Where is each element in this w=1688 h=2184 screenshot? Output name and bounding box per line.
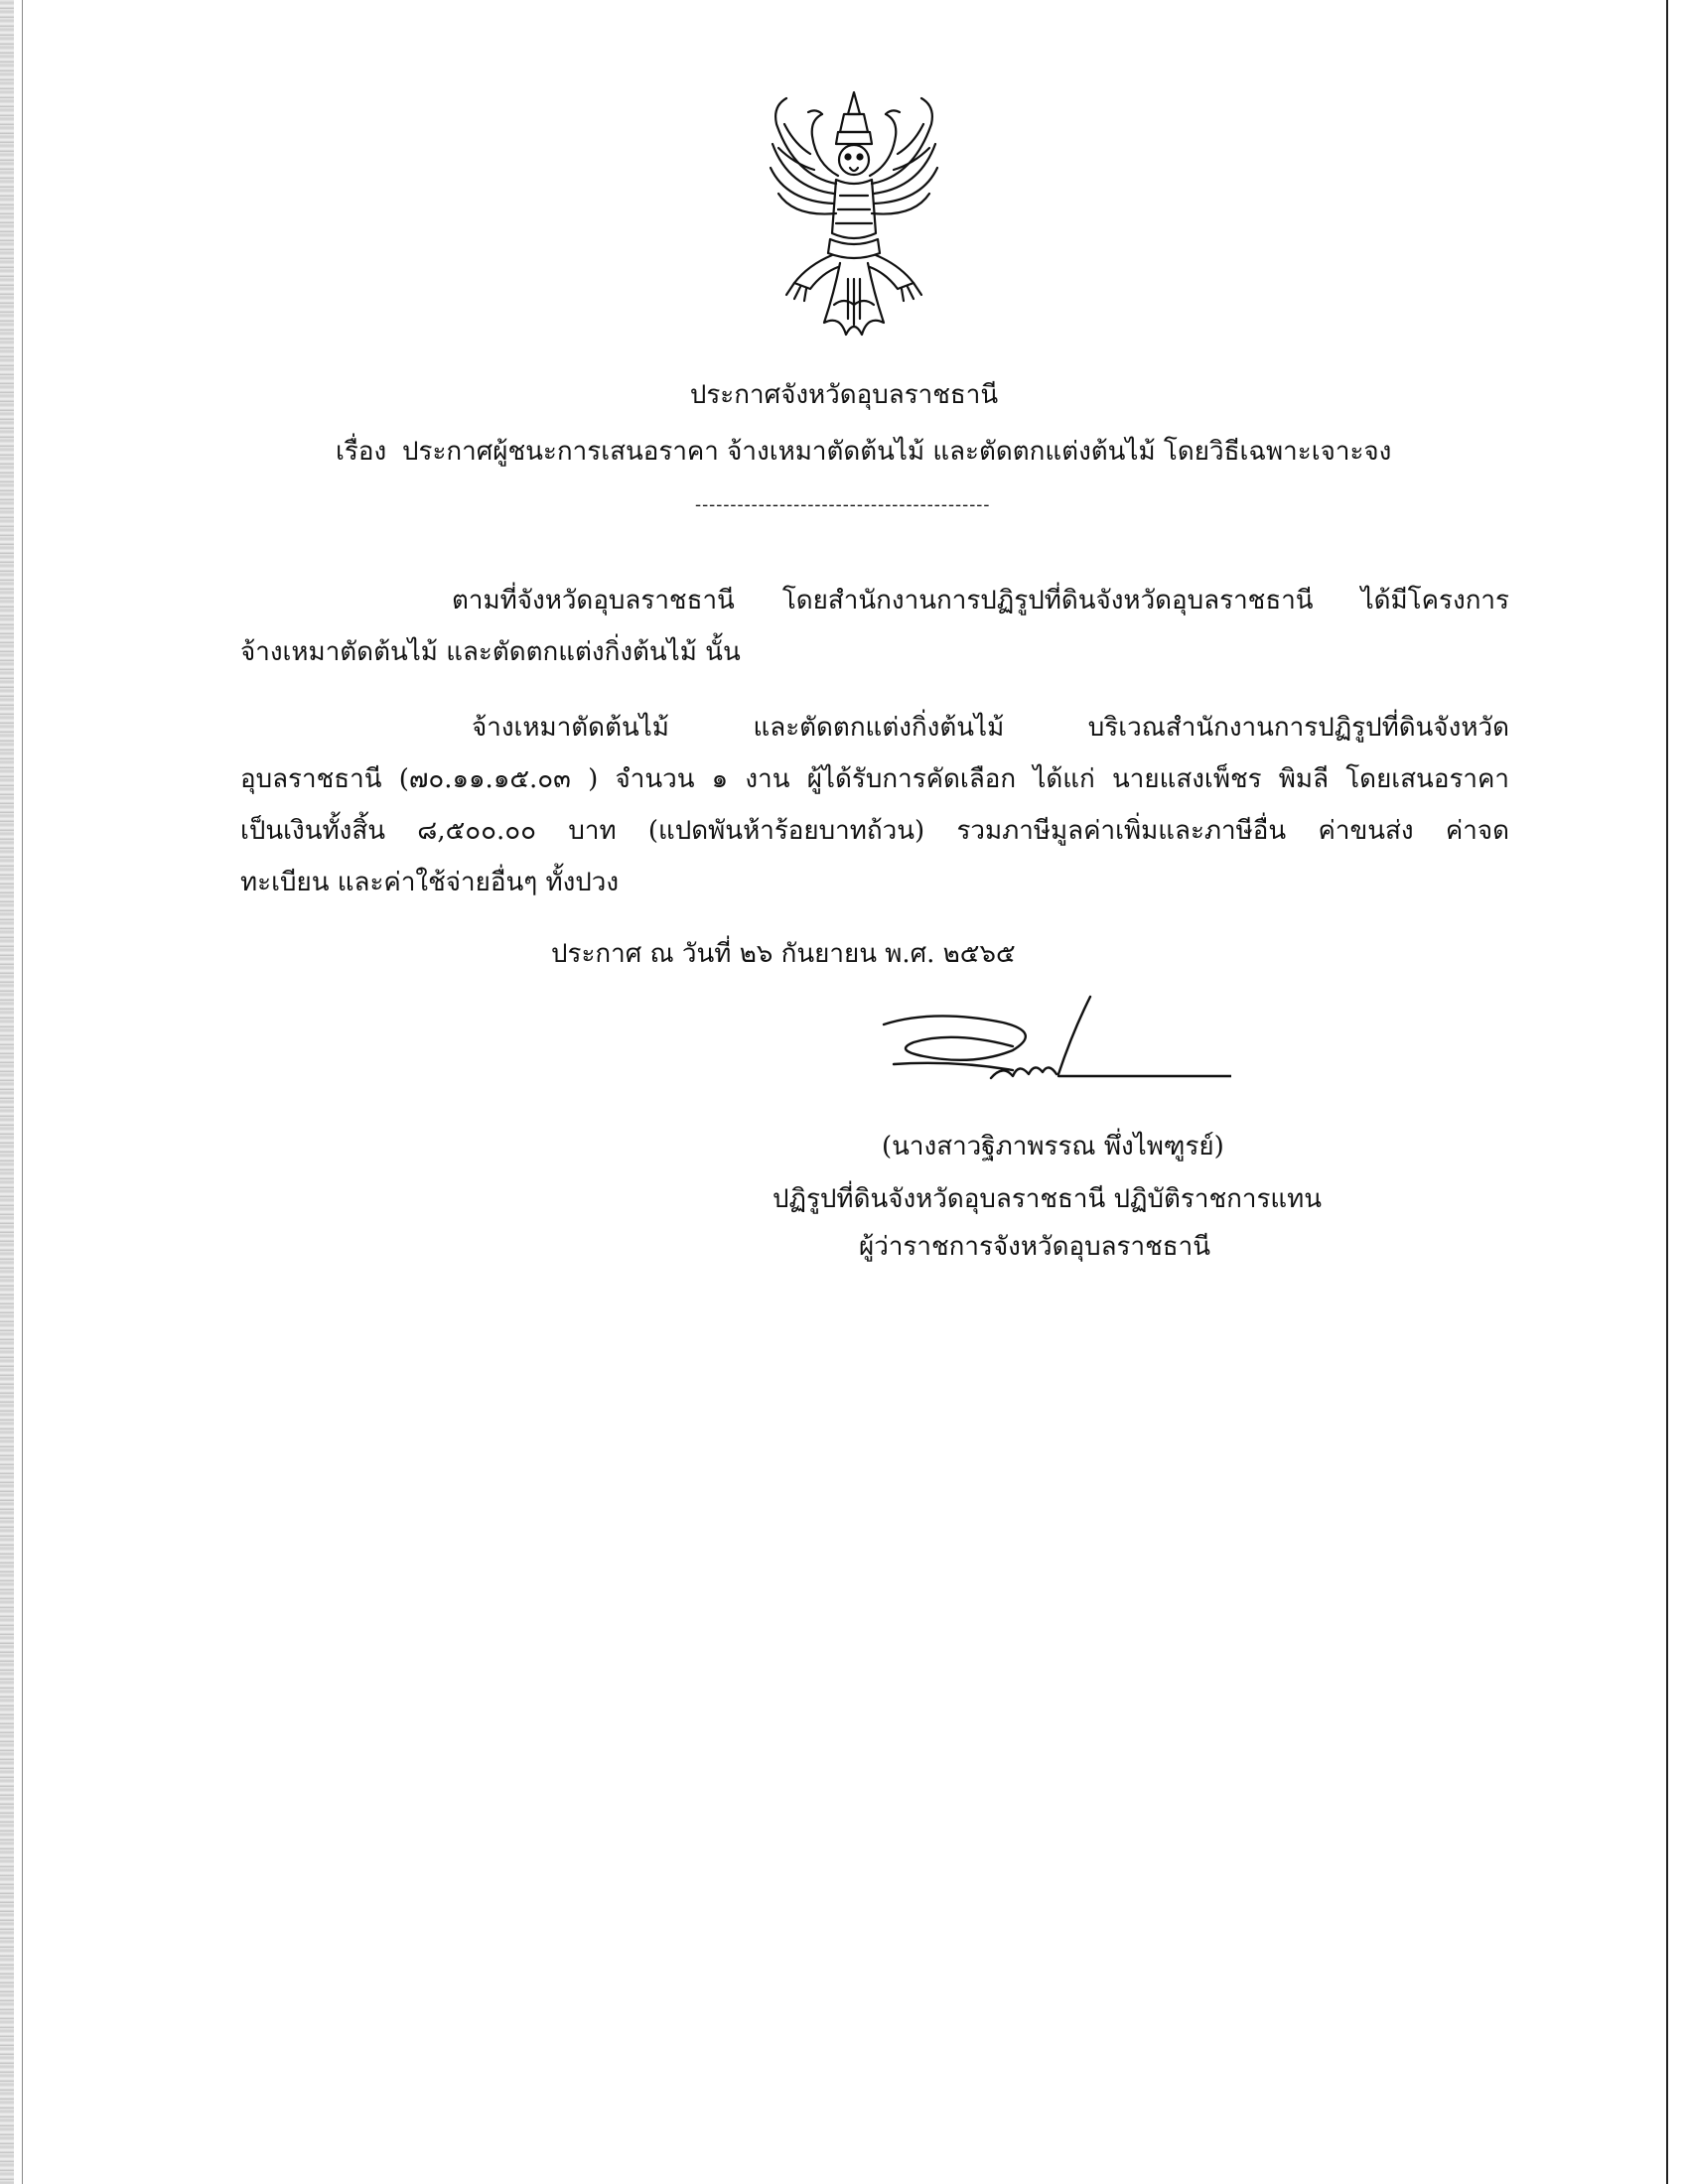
- garuda-emblem-icon: [765, 84, 943, 352]
- signatory-position-line-1: ปฏิรูปที่ดินจังหวัดอุบลราชธานี ปฏิบัติราชการแทน: [773, 1184, 1323, 1214]
- header-divider: ------------------------------------------: [695, 494, 991, 515]
- paragraph-2-line-2: อุบลราชธานี (๗๐.๑๑.๑๕.๐๓ ) จำนวน ๑ งาน ผู้ได้รับการคัดเลือก ได้แก่ นายแสงเพ็ชร พิมลี โดยเสนอราคา: [240, 764, 1509, 794]
- scan-border-left: [22, 0, 23, 2184]
- scan-border-right: [1666, 0, 1668, 2184]
- announcement-date: ประกาศ ณ วันที่ ๒๖ กันยายน พ.ศ. ๒๕๖๕: [551, 939, 1016, 969]
- subject-label: เรื่อง: [336, 437, 387, 467]
- paragraph-2-line-3: เป็นเงินทั้งสิ้น ๘,๕๐๐.๐๐ บาท (แปดพันห้าร้อยบาทถ้วน) รวมภาษีมูลค่าเพิ่มและภาษีอื่น ค่าขนส่ง ค่าจด: [240, 816, 1509, 846]
- paragraph-1-line-1: ตามที่จังหวัดอุบลราชธานี โดยสำนักงานการปฏิรูปที่ดินจังหวัดอุบลราชธานี ได้มีโครงการ: [452, 586, 1509, 615]
- scan-edge-left: [0, 0, 14, 2184]
- paragraph-2-line-4: ทะเบียน และค่าใช้จ่ายอื่นๆ ทั้งปวง: [240, 868, 620, 897]
- signatory-position-line-2: ผู้ว่าราชการจังหวัดอุบลราชธานี: [859, 1232, 1211, 1262]
- signature-icon: [864, 993, 1231, 1112]
- subject-text: ประกาศผู้ชนะการเสนอราคา จ้างเหมาตัดต้นไม้ และตัดตกแต่งต้นไม้ โดยวิธีเฉพาะเจาะจง: [402, 437, 1392, 467]
- paragraph-2-line-1: จ้างเหมาตัดต้นไม้ และตัดตกแต่งกิ่งต้นไม้ บริเวณสำนักงานการปฏิรูปที่ดินจังหวัด: [472, 713, 1509, 743]
- paragraph-1-line-2: จ้างเหมาตัดต้นไม้ และตัดตกแต่งกิ่งต้นไม้ นั้น: [240, 637, 741, 667]
- signatory-name: (นางสาวฐิภาพรรณ พึ่งไพฑูรย์): [882, 1132, 1224, 1161]
- document-title: ประกาศจังหวัดอุบลราชธานี: [689, 380, 999, 410]
